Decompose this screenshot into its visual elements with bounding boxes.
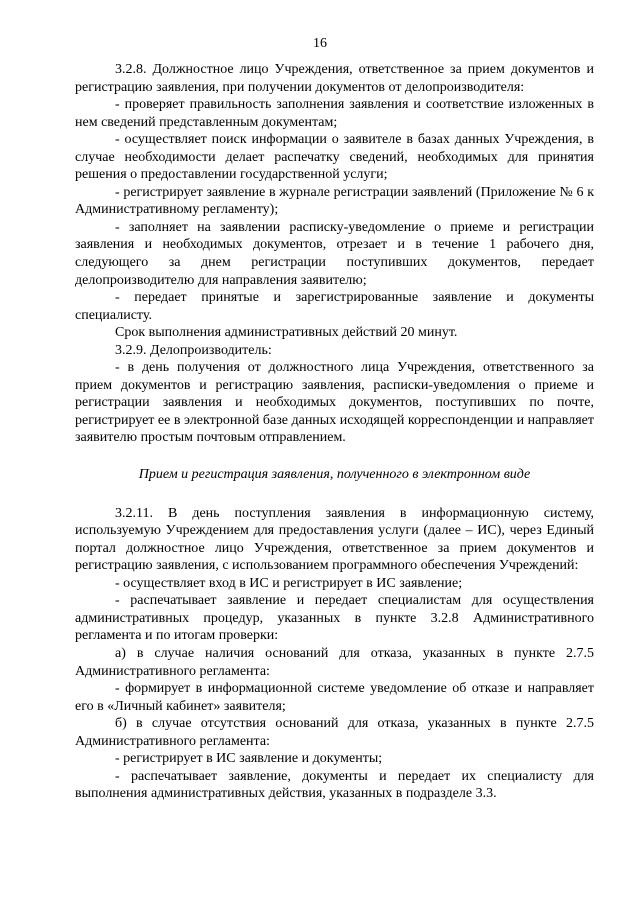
paragraph: - регистрирует заявление в журнале регистрации заявлений (Приложение № 6 к Административному регламенту); [75, 184, 594, 218]
section-heading: Прием и регистрация заявления, полученного в электронном виде [138, 467, 531, 483]
paragraph: 3.2.11. В день поступления заявления в информационную систему, используемую Учреждением для предоставления услуги (далее – ИС), через Единый портал должностное лицо Учреждения, ответственное за прием документов и регистрацию заявления, с использованием программного обеспечения Учреждений: [75, 505, 594, 574]
paragraph: - распечатывает заявление и передает специалистам для осуществления административных процедур, указанных в пункте 3.2.8 Административного регламента и по итогам проверки: [75, 593, 594, 644]
paragraph: 3.2.9. Делопроизводитель: [115, 342, 272, 358]
paragraph: 3.2.8. Должностное лицо Учреждения, ответственное за прием документов и регистрацию заявления, при получении документов от делопроизводителя: [75, 62, 594, 95]
paragraph: б) в случае отсутствия оснований для отказа, указанных в пункте 2.7.5 Административного регламента: [75, 716, 594, 749]
paragraph: - осуществляет поиск информации о заявителе в базах данных Учреждения, в случае необходимости делает распечатку сведений, необходимых для принятия решения о предоставлении государственной услуги; [75, 132, 594, 183]
paragraph: - распечатывает заявление, документы и передает их специалисту для выполнения административных действия, указанных в подразделе 3.3. [75, 768, 594, 802]
paragraph: - передает принятые и зарегистрированные заявление и документы специалисту. [75, 290, 594, 323]
paragraph: а) в случае наличия оснований для отказа, указанных в пункте 2.7.5 Административного регламента: [75, 645, 594, 679]
page-number: 16 [313, 36, 327, 51]
paragraph: - в день получения от должностного лица Учреждения, ответственного за прием документов и регистрацию заявления, расписки-уведомления о приеме и регистрации заявления и необходимых документов, поступивших по почте, регистрирует ее в электронной базе данных исходящей корреспонденции и направляет заявителю простым почтовым отправлением. [75, 360, 594, 446]
paragraph: - проверяет правильность заполнения заявления и соответствие изложенных в нем сведений представленным документам; [75, 97, 594, 130]
paragraph: - регистрирует в ИС заявление и документы; [115, 751, 383, 767]
document-body [75, 61, 594, 803]
paragraph: Срок выполнения административных действий 20 минут. [115, 325, 458, 341]
paragraph: - формирует в информационной системе уведомление об отказе и направляет его в «Личный кабинет» заявителя; [75, 681, 594, 714]
paragraph: - осуществляет вход в ИС и регистрирует в ИС заявление; [115, 575, 463, 591]
paragraph: - заполняет на заявлении расписку-уведомление о приеме и регистрации заявления и необходимых документов, отрезает и в течение 1 рабочего дня, следующего за днем регистрации поступивших документов, передает делопроизводителю для направления заявителю; [75, 219, 594, 288]
